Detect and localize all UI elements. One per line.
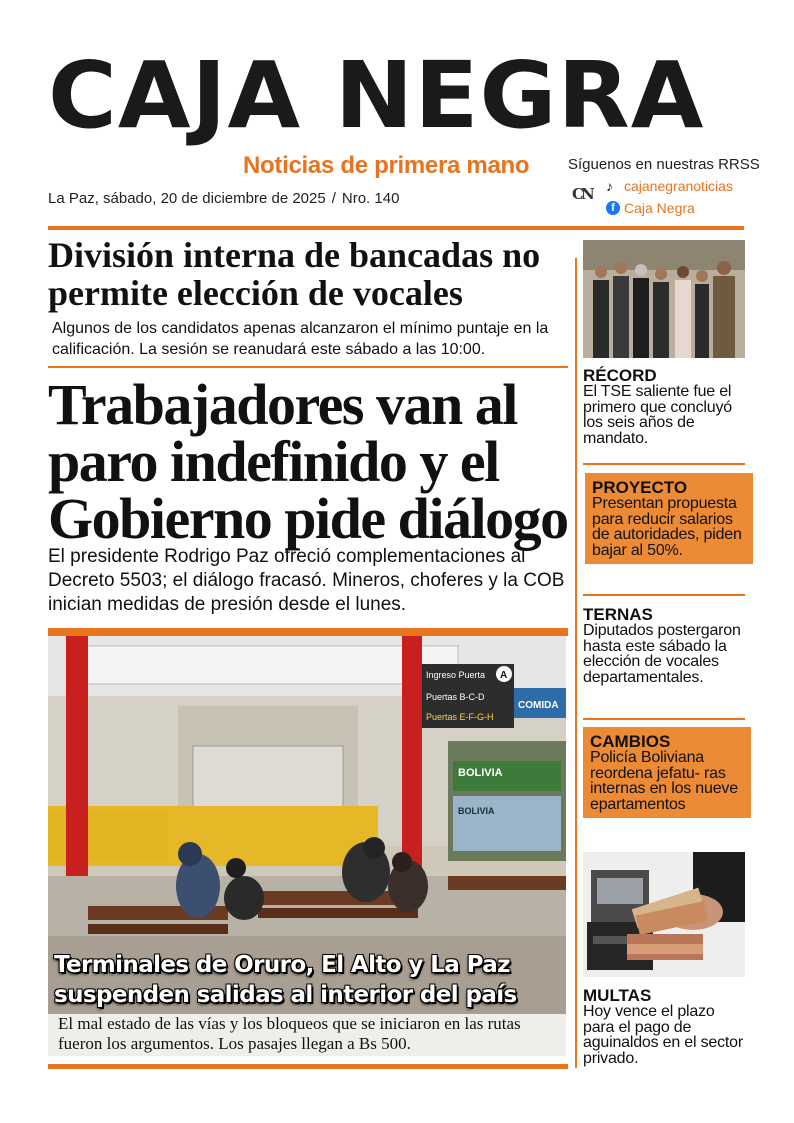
- facebook-handle: Caja Negra: [624, 200, 695, 216]
- sidebar-multas[interactable]: [583, 987, 749, 1066]
- summary-vocales: Algunos de los candidatos apenas alcanzaron el mínimo puntaje en la calificación. La sesión se reanudará este sábado a las 10:00.: [52, 320, 549, 358]
- tiktok-icon: ♪: [606, 178, 613, 194]
- dateline-separator: /: [331, 190, 336, 207]
- terminal-photo[interactable]: [48, 636, 566, 1056]
- dateline: [48, 190, 399, 207]
- top-divider: [48, 226, 744, 230]
- bottom-divider: [48, 1064, 568, 1069]
- money-photo[interactable]: [583, 852, 745, 977]
- sidebar-cambios[interactable]: [583, 727, 751, 818]
- sign-ingreso: Ingreso Puerta: [426, 670, 486, 680]
- sign-comida: COMIDA: [518, 700, 559, 711]
- social-title: Síguenos en nuestras RRSS: [568, 156, 760, 173]
- facebook-link[interactable]: [606, 200, 695, 216]
- cn-logo-text: CN: [572, 185, 592, 203]
- sidebar-divider: [583, 718, 745, 720]
- headline-vocales[interactable]: División interna de bancadas no permite elección de vocales: [48, 235, 541, 313]
- sign-efgh: Puertas E-F-G-H: [426, 712, 494, 722]
- story-divider: [48, 366, 568, 368]
- tse-photo-art: [583, 240, 745, 358]
- issue-date: La Paz, sábado, 20 de diciembre de 2025: [48, 190, 326, 207]
- body-multas: Hoy vence el plazo para el pago de aguinaldos en el sector privado.: [583, 1003, 743, 1067]
- kicker-cambios: CAMBIOS: [590, 732, 671, 751]
- tiktok-handle: cajanegranoticias: [624, 178, 733, 194]
- money-photo-art: [583, 852, 745, 977]
- sidebar-proyecto[interactable]: [585, 473, 753, 564]
- body-record: El TSE saliente fue el primero que concluyó los seis años de mandato.: [583, 383, 732, 447]
- sign-bolivia-1: BOLIVIA: [458, 767, 503, 779]
- main-summary: El presidente Rodrigo Paz ofreció complementaciones al Decreto 5503; el diálogo fracasó. Mineros, choferes y la COB inician medidas de presión desde el lunes.: [48, 546, 565, 615]
- photo-top-bar: [48, 628, 568, 636]
- social-links: [568, 156, 768, 220]
- sign-gate-a: A: [500, 670, 508, 681]
- body-proyecto: Presentan propuesta para reducir salarios de autoridades, piden bajar al 50%.: [592, 495, 742, 559]
- kicker-ternas: TERNAS: [583, 605, 653, 624]
- column-divider: [575, 258, 577, 1068]
- sidebar-record[interactable]: [583, 367, 749, 446]
- kicker-proyecto: PROYECTO: [592, 478, 688, 497]
- sign-bcd: Puertas B-C-D: [426, 692, 485, 702]
- sidebar-divider: [583, 463, 745, 465]
- kicker-multas: MULTAS: [583, 986, 652, 1005]
- sign-bolivia-2: BOLIVIA: [458, 806, 495, 816]
- tagline: Noticias de primera mano: [243, 152, 530, 179]
- main-headline[interactable]: Trabajadores van al paro indefinido y el Gobierno pide diálogo: [48, 372, 568, 551]
- cn-logo-icon: [572, 182, 598, 206]
- facebook-icon: f: [606, 201, 620, 215]
- body-cambios: Policía Boliviana reordena jefatu- ras internas en los nueve epartamentos: [590, 749, 738, 813]
- tiktok-link[interactable]: [606, 178, 733, 194]
- tse-photo[interactable]: [583, 240, 745, 358]
- issue-number: Nro. 140: [341, 190, 400, 207]
- photo-headline[interactable]: Terminales de Oruro, El Alto y La Paz suspenden salidas al interior del país: [54, 952, 517, 1008]
- sidebar-ternas[interactable]: [583, 606, 749, 685]
- photo-caption: El mal estado de las vías y los bloqueos que se iniciaron en las rutas fueron los argumentos. Los pasajes llegan a Bs 500.: [58, 1014, 521, 1053]
- body-ternas: Diputados postergaron hasta este sábado la elección de vocales departamentales.: [583, 622, 741, 686]
- newspaper-title: CAJA NEGRA: [48, 42, 705, 149]
- sidebar-divider: [583, 594, 745, 596]
- kicker-record: RÉCORD: [583, 366, 657, 385]
